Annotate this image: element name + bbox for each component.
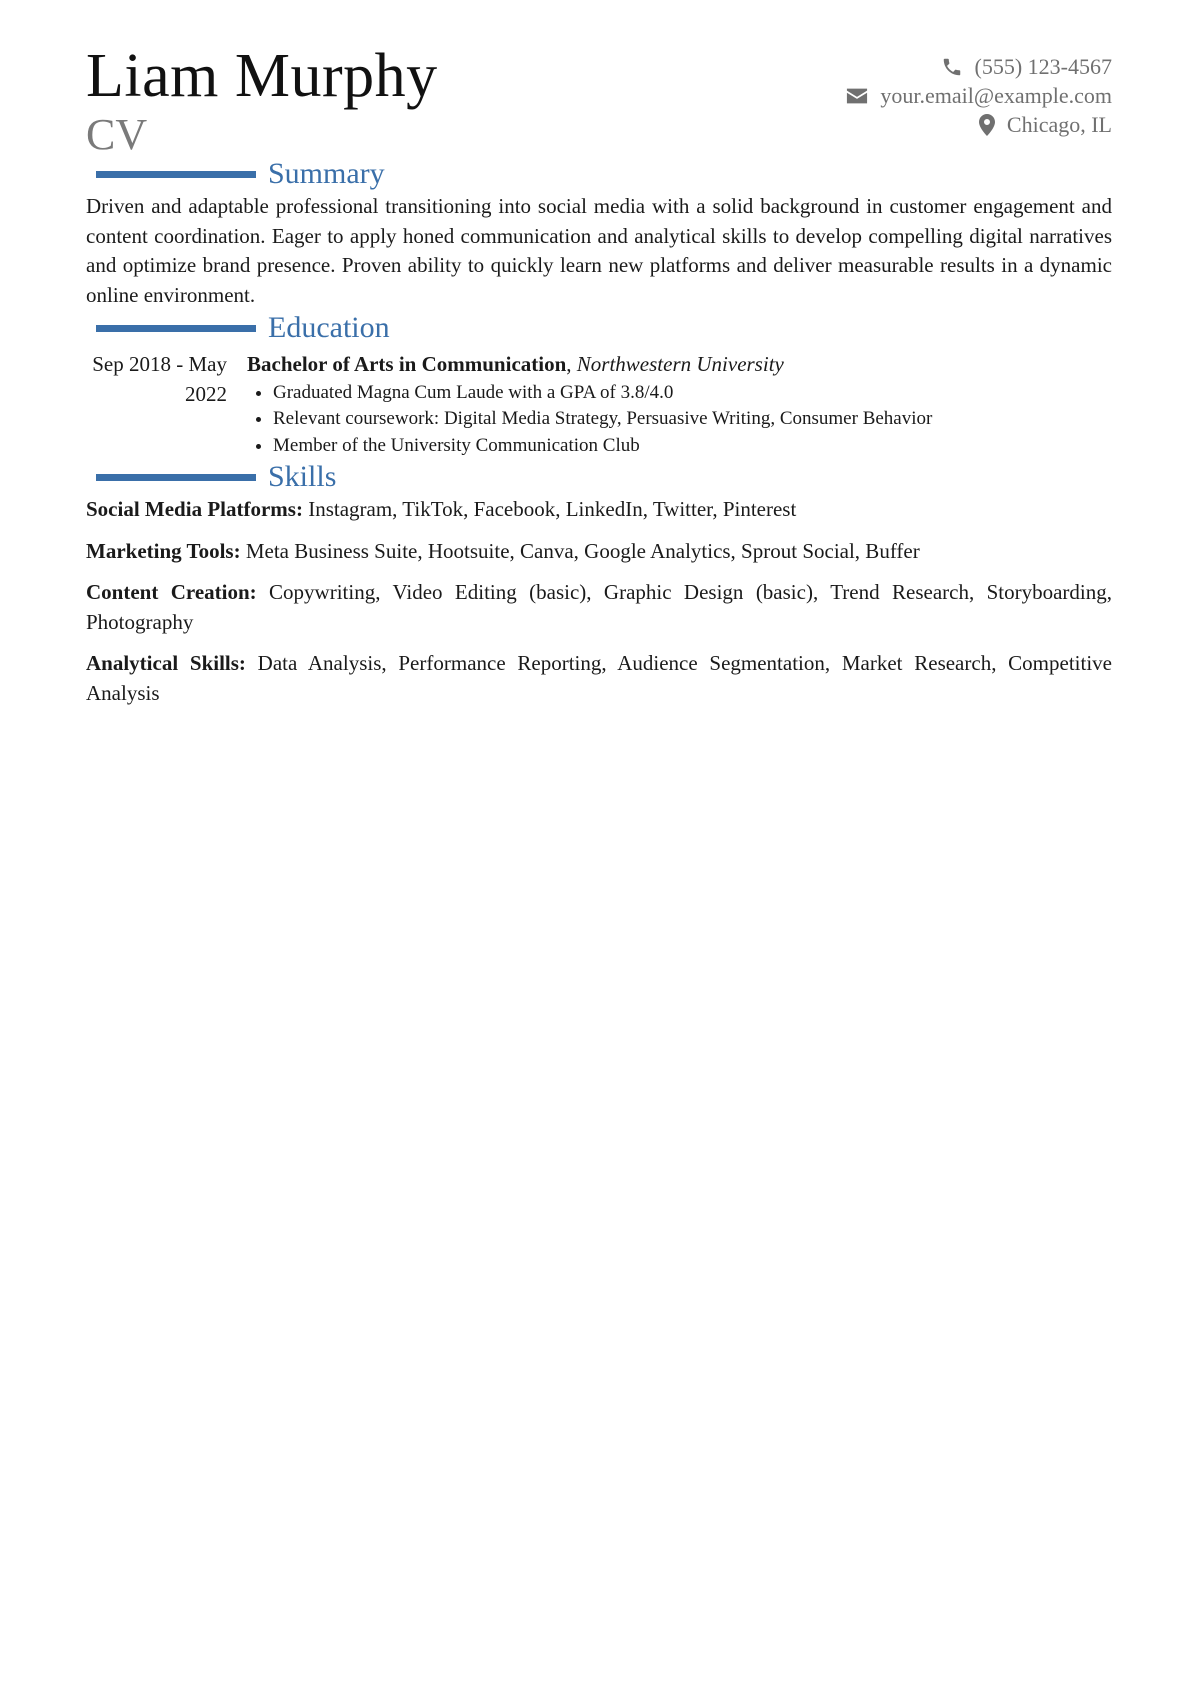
skill-value: Instagram, TikTok, Facebook, LinkedIn, Twitter, Pinterest bbox=[308, 497, 797, 521]
degree-name: Bachelor of Arts in Communication bbox=[247, 352, 567, 376]
skill-value: Meta Business Suite, Hootsuite, Canva, Google Analytics, Sprout Social, Buffer bbox=[245, 538, 920, 563]
person-name: Liam Murphy bbox=[86, 42, 438, 110]
skill-label: Analytical Skills: bbox=[86, 651, 246, 675]
phone-icon bbox=[941, 56, 963, 78]
cv-page bbox=[86, 44, 1112, 720]
section-header bbox=[86, 310, 1112, 346]
education-dates: Sep 2018 - May 2022 bbox=[92, 352, 227, 406]
skill-label: Social Media Platforms: bbox=[86, 497, 303, 521]
skill-row bbox=[86, 495, 1112, 525]
contact-email[interactable] bbox=[846, 81, 1112, 110]
skill-label: Content Creation: bbox=[86, 580, 257, 604]
skill-label: Marketing Tools: bbox=[86, 538, 241, 563]
cv-header bbox=[86, 42, 1112, 159]
phone-text: (555) 123-4567 bbox=[974, 53, 1112, 79]
skills-section bbox=[86, 459, 1112, 708]
section-header bbox=[86, 156, 1112, 192]
section-title-education: Education bbox=[268, 311, 390, 344]
list-item: • Member of the University Communication Club bbox=[273, 433, 1112, 460]
skill-row bbox=[86, 537, 1112, 567]
contact-info bbox=[846, 52, 1112, 139]
institution-name: Northwestern University bbox=[576, 352, 784, 376]
email-link[interactable]: your.email@example.com bbox=[880, 82, 1112, 108]
skill-row bbox=[86, 649, 1112, 708]
degree-separator: , bbox=[566, 352, 577, 376]
education-section bbox=[86, 310, 1112, 459]
envelope-icon bbox=[846, 87, 868, 105]
contact-location bbox=[846, 110, 1112, 139]
contact-phone bbox=[846, 52, 1112, 81]
section-header bbox=[86, 459, 1112, 495]
section-accent-bar bbox=[96, 171, 256, 178]
document-subtitle: CV bbox=[86, 110, 148, 159]
list-item: • Relevant coursework: Digital Media Strategy, Persuasive Writing, Consumer Behavior bbox=[273, 406, 1112, 433]
skill-row bbox=[86, 578, 1112, 637]
section-title-summary: Summary bbox=[268, 157, 385, 190]
section-title-skills: Skills bbox=[268, 460, 337, 493]
education-title bbox=[247, 350, 1112, 380]
list-item: • Graduated Magna Cum Laude with a GPA of 3.8/4.0 bbox=[273, 380, 1112, 407]
skill-value: Data Analysis, Performance Reporting, Audience Segmentation, Market Research, Competitive Analysis bbox=[86, 651, 1112, 705]
summary-text: Driven and adaptable professional transitioning into social media with a solid background in customer engagement and content coordination. Eager to apply honed communication and analytical skills to develop compelling digital narratives and optimize brand presence. Proven ability to quickly learn new platforms and deliver measurable results in a dynamic online environment. bbox=[86, 194, 1112, 307]
education-entry bbox=[86, 350, 1112, 459]
map-pin-icon bbox=[979, 114, 995, 136]
education-bullets bbox=[247, 380, 1112, 460]
summary-section bbox=[86, 156, 1112, 310]
skill-value: Copywriting, Video Editing (basic), Graphic Design (basic), Trend Research, Storyboarding, Photography bbox=[86, 580, 1112, 634]
section-accent-bar bbox=[96, 325, 256, 332]
education-details bbox=[247, 350, 1112, 459]
location-text: Chicago, IL bbox=[1006, 111, 1112, 137]
section-accent-bar bbox=[96, 474, 256, 481]
